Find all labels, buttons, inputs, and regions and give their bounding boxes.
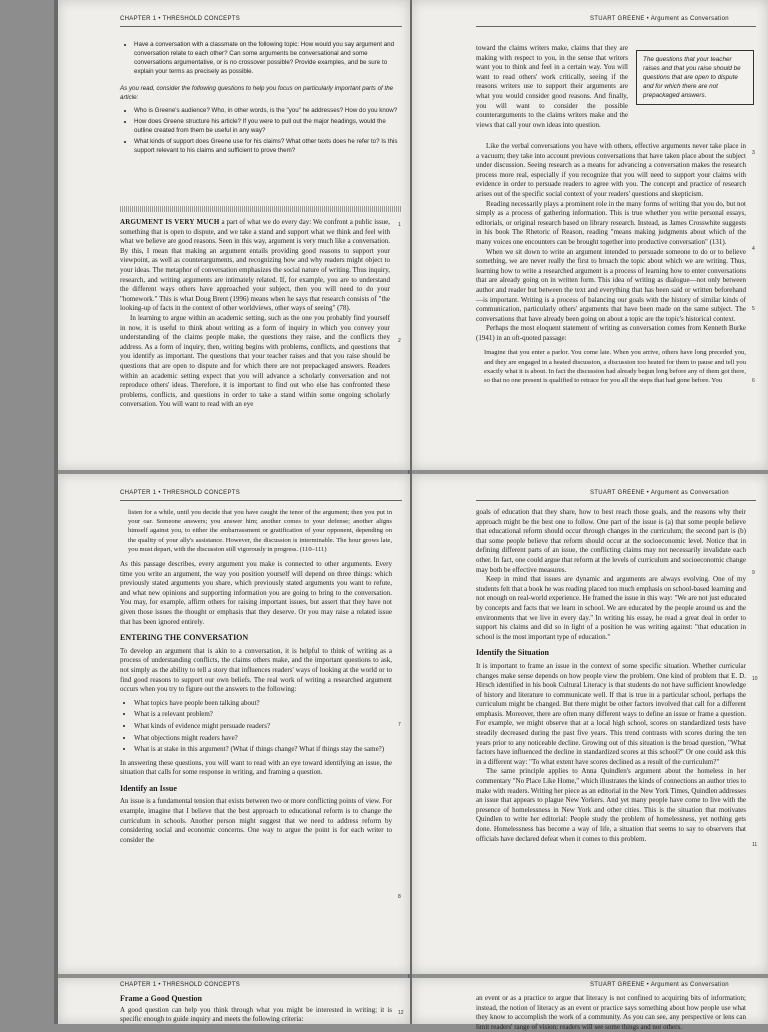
paragraph-number: 12 <box>398 1010 404 1016</box>
running-head: STUART GREENE • Argument as Conversation <box>590 982 729 988</box>
prereading-block <box>120 40 400 157</box>
header-rule <box>476 26 756 27</box>
article-body <box>120 508 392 845</box>
paragraph: As this passage describes, every argument you make is connected to other arguments. Every time you write an argument, the way you position yourself will depend on three things: which previously stated arguments you share, which previously stated arguments you want to refute, and what new opinions and supporting information you are going to bring to the conversation. You may, for example, affirm others for raising important issues, but assert that they have not given those issues the thought or emphasis that they deserve. Or you may raise a related issue that has been ignored entirely. <box>120 560 392 626</box>
page-middle-left <box>58 474 410 974</box>
as-you-read-text: As you read, consider the following questions to help you focus on particularly important parts of the article: <box>120 85 394 101</box>
paragraph: When we sit down to write an argument intended to persuade someone to do or to believe something, we are never really the first to broach the topic about which we are writing. Thus, learning how to write a researched argument is a process of learning how to enter conversations that are already going on in written form. This idea of writing as dialogue—not only between author and reader but between the text and everything that has been said or written beforehand—is important. Writing is a process of balancing our goals with the history of similar kinds of communication, particularly others' arguments that have been made on the same subject. The conversations that have already been going on about a topic are the topic's historical context. <box>476 247 746 323</box>
header-rule <box>120 26 402 27</box>
paragraph-number: 6 <box>752 378 755 384</box>
running-head: STUART GREENE • Argument as Conversation <box>590 490 729 496</box>
paragraph-number: 4 <box>752 246 755 252</box>
article-body <box>476 508 746 844</box>
running-head: CHAPTER 1 • THRESHOLD CONCEPTS <box>120 16 241 22</box>
page-bottom-right <box>412 978 768 1031</box>
list-item: • What kinds of evidence might persuade readers? <box>134 722 392 732</box>
paragraph-number: 10 <box>752 676 758 682</box>
paragraph: Perhaps the most eloquent statement of writing as conversation comes from Kenneth Burke (1941) in an oft-quoted passage: <box>476 324 746 342</box>
paragraph: toward the claims writers make, claims that they are making with respect to you, in the sense that writers want you to think and feel in a certain way. You will want to read others' work critically, seeing if the reasons writers use to support their arguments are what you would consider good reasons. And finally, you will want to consider the possible counterarguments to the claims writers make and the views that call your own ideas into question. <box>476 44 628 129</box>
running-head: CHAPTER 1 • THRESHOLD CONCEPTS <box>120 490 241 496</box>
section-divider <box>120 206 402 212</box>
paragraph-number: 8 <box>398 894 401 900</box>
list-item: • What kinds of support does Greene use for his claims? What other texts does he refer to? Is this support relevant to his claims and sufficient to prove them? <box>134 137 400 155</box>
paragraph: Keep in mind that issues are dynamic and arguments are always evolving. One of my students felt that a book he was reading placed too much emphasis on school-based learning and not enough on real-world experience. He framed the issue in this way: "We are not just educated by concepts and facts that we learn in school. We are educated by the people around us and the environments that we live in every day." In writing his essay, he read a great deal in order to support his claims and did so in light of a position he was writing against: "that education in school is the most important type of education." <box>476 575 747 641</box>
list-item: • Have a conversation with a classmate on the following topic: How would you say argument and conversation relate to each other? Can some arguments be conversational and some conversations argumentative, or is no crossover possible? Provide examples, and be sure to explain your terms as precisely as possible. <box>134 40 400 76</box>
list-item: • What objections might readers have? <box>134 734 392 744</box>
running-head: CHAPTER 1 • THRESHOLD CONCEPTS <box>120 982 241 988</box>
page-top-right <box>412 0 768 470</box>
paragraph: To develop an argument that is akin to a conversation, it is helpful to think of writing as a process of understanding conflicts, the claims others make, and the important questions to ask, not simply as the ability to tell a story that influences readers' ways of looking at the world or to find good reasons to support our own beliefs. The real work of writing a researched argument occurs when you try to figure out the answers to the following: <box>120 646 392 694</box>
article-body <box>476 994 746 1032</box>
paragraph: Reading necessarily plays a prominent role in the many forms of writing that you do, but not simply as a process of gathering information. This is true whether you write personal essays, editorials, or original research based on library research. Instead, as James Crosswhite suggests in his book The Rhetoric of Reason, reading "means making judgments about which of the many voices one encounters can be brought together into productive conversation" (131). <box>476 199 746 246</box>
paragraph: In answering these questions, you will want to read with an eye toward identifying an issue, the situation that calls for some response in writing, and framing a question. <box>120 758 392 777</box>
block-quote: listen for a while, until you decide that you have caught the tenor of the argument; then you put in your oar. Someone answers; you answer him; another comes to your defense; another aligns himself against you, to either the embarrassment or gratification of your opponent, depending on the quality of your ally's assistance. However, the discussion is interminable. The hour grows late, you must depart, with the discussion still vigorously in progress. (110–111) <box>128 509 392 553</box>
subsection-heading: Frame a Good Question <box>120 994 202 1003</box>
section-heading: ENTERING THE CONVERSATION <box>120 633 249 643</box>
list-item: • Who is Greene's audience? Who, in other words, is the "you" he addresses? How do you know? <box>134 106 400 115</box>
paragraph: goals of education that they share, how to best reach those goals, and the reasons why their approach might be the best one to follow. One part of the issue is (a) that some people believe that educational reform should occur through changes in the curriculum; the second part is (b) that some people believe that reform should occur at the socioeconomic level. Notice that in defining different parts of an issue, the conflicting claims may not necessarily invalidate each other. In fact, one could argue that reform at the levels of curriculum and socioeconomic change may both be effective measures. <box>476 508 746 574</box>
paragraph-number: 9 <box>752 570 755 576</box>
page-top-left <box>58 0 410 470</box>
list-item: • What topics have people been talking about? <box>134 699 392 709</box>
lead-caps: ARGUMENT IS VERY MUCH <box>120 218 220 226</box>
header-rule <box>120 500 402 501</box>
subsection-heading: Identify an Issue <box>120 783 177 793</box>
paragraph-number: 3 <box>752 150 755 156</box>
paragraph: an event or as a practice to argue that literacy is not confined to acquiring bits of information; instead, the notion of literacy as an event or practice says something about how people use what they know to accomplish the work of a community. As you can see, any perspective or lens can limit readers' range of vision: readers will see some things and not others. <box>476 994 746 1031</box>
paragraph: A good question can help you think through what you might be interested in writing; it is specific enough to guide inquiry and meets the following criteria: <box>120 1005 392 1024</box>
page-middle-right <box>412 474 768 974</box>
block-quote: Imagine that you enter a parlor. You come late. When you arrive, others have long preceded you, and they are engaged in a heated discussion, a discussion too heated for them to pause and tell you exactly what it is about. In fact the discussion had already begun long before any of them got there, so that no one present is qualified to retrace for you all the steps that had gone before. You <box>484 349 746 385</box>
subsection-heading: Identify the Situation <box>476 648 549 658</box>
article-body <box>120 994 392 1025</box>
paragraph: It is important to frame an issue in the context of some specific situation. Whether curricular changes make sense depends on how people view the problem. One kind of problem that E. D. Hirsch identified in his book Cultural Literacy is that students do not have sufficient knowledge of history and literature to communicate well. If that is true in a particular school, perhaps the curriculum might be changed. But there might be other factors involved that call for a different emphasis. Moreover, there are often many different ways to define an issue or frame a question. For example, we might observe that at a local high school, scores on standardized tests have steadily decreased during the past five years. This trend contrasts with scores during the ten years prior to any noticeable decline. Growing out of this situation is the broad question, "What factors have influenced the decline in standardized scores at this school?" Or one could ask this in a different way: "To what extent have scores declined as a result of the curriculum?" <box>476 661 746 766</box>
paragraph-number: 5 <box>752 306 755 312</box>
paragraph-number: 7 <box>398 722 401 728</box>
questions-list <box>120 699 392 755</box>
paragraph: In learning to argue within an academic setting, such as the one you probably find yourself in now, it is useful to think about writing as a form of inquiry in which you convey your understanding of the claims people make, the questions they raise, and the conflicts they address. As a form of inquiry, then, writing begins with problems, conflicts, and questions that you identify as important. The questions that your teacher raises and that you raise should be questions that are open to dispute and for which there are not prepackaged answers. Readers within an academic setting expect that you will advance a scholarly conversation and not reproduce others' ideas. Therefore, it is important to find out who else has confronted these problems, conflicts, and questions in order to take a stand within some ongoing scholarly conversation. You will want to read with an eye <box>120 313 390 409</box>
paragraph-number: 2 <box>398 338 401 344</box>
paragraph-number: 1 <box>398 222 401 228</box>
pull-quote-box: The questions that your teacher raises and that you raise should be questions that are open to dispute and for which there are not prepackaged answers. <box>636 50 754 105</box>
page-bottom-left <box>58 978 410 1024</box>
list-item: • What is at stake in this argument? (What if things change? What if things stay the same?) <box>134 745 392 755</box>
article-body <box>476 142 746 385</box>
list-item: • How does Greene structure his article? If you were to pull out the major headings, would the outline created from them be useful in any way? <box>134 117 400 135</box>
article-body-column <box>476 44 628 130</box>
paragraph-number: 11 <box>752 842 758 848</box>
paragraph: An issue is a fundamental tension that exists between two or more conflicting points of view. For example, imagine that I believe that the best approach to educational reform is to change the curriculum in schools. Another person might suggest that we need to address reform by considering social and economic concerns. One way to argue the point is for each writer to consider the <box>120 797 392 844</box>
list-item: • What is a relevant problem? <box>134 710 392 720</box>
paragraph: Like the verbal conversations you have with others, effective arguments never take place in a vacuum; they take into account previous conversations that have taken place about the subject under discussion. Seeing research as a means for advancing a conversation makes the research process more real, especially if you recognize that you will need to support your claims with evidence in order to persuade readers to agree with you. The concept and practice of research arises out of the specific social context of your readers' questions and skepticism. <box>476 142 746 198</box>
prereading-list <box>120 40 400 76</box>
reading-questions-list <box>120 106 400 155</box>
paragraph: a part of what we do every day: We confront a public issue, something that is open to dispute, and we take a stand and support what we think and feel with what we believe are good reasons. Seen in this way, argument is very much like a conversation. By this, I mean that making an argument entails providing good reasons to support your viewpoint, as well as counterarguments, and recognizing how and why readers might object to your ideas. The metaphor of conversation emphasizes the social nature of writing. Thus inquiry, research, and writing arguments are intimately related. If, for example, you are to understand the different ways others have approached your subject, then you will need to do your "homework." This is what Doug Brent (1996) means when he says that research consists of "the looking-up of facts in the context of other worldviews, other ways of seeing" (78). <box>120 218 391 313</box>
article-body <box>120 218 390 410</box>
header-rule <box>476 500 756 501</box>
paragraph: The same principle applies to Anna Quindlen's argument about the homeless in her commentary "No Place Like Home," which illustrates the kinds of connections an author tries to make with readers. Writing her piece as an editorial in the New York Times, Quindlen addresses an issue that appears to plague New Yorkers. And yet many people have come to live with the presence of homelessness in New York and other cities. This is the situation that motivates Quindlen to write her editorial: People study the problem of homelessness, yet nothing gets done. Homelessness has become a way of life, a situation that seems to say to observers that officials have declared defeat when it comes to this problem. <box>476 767 746 843</box>
running-head: STUART GREENE • Argument as Conversation <box>590 16 729 22</box>
